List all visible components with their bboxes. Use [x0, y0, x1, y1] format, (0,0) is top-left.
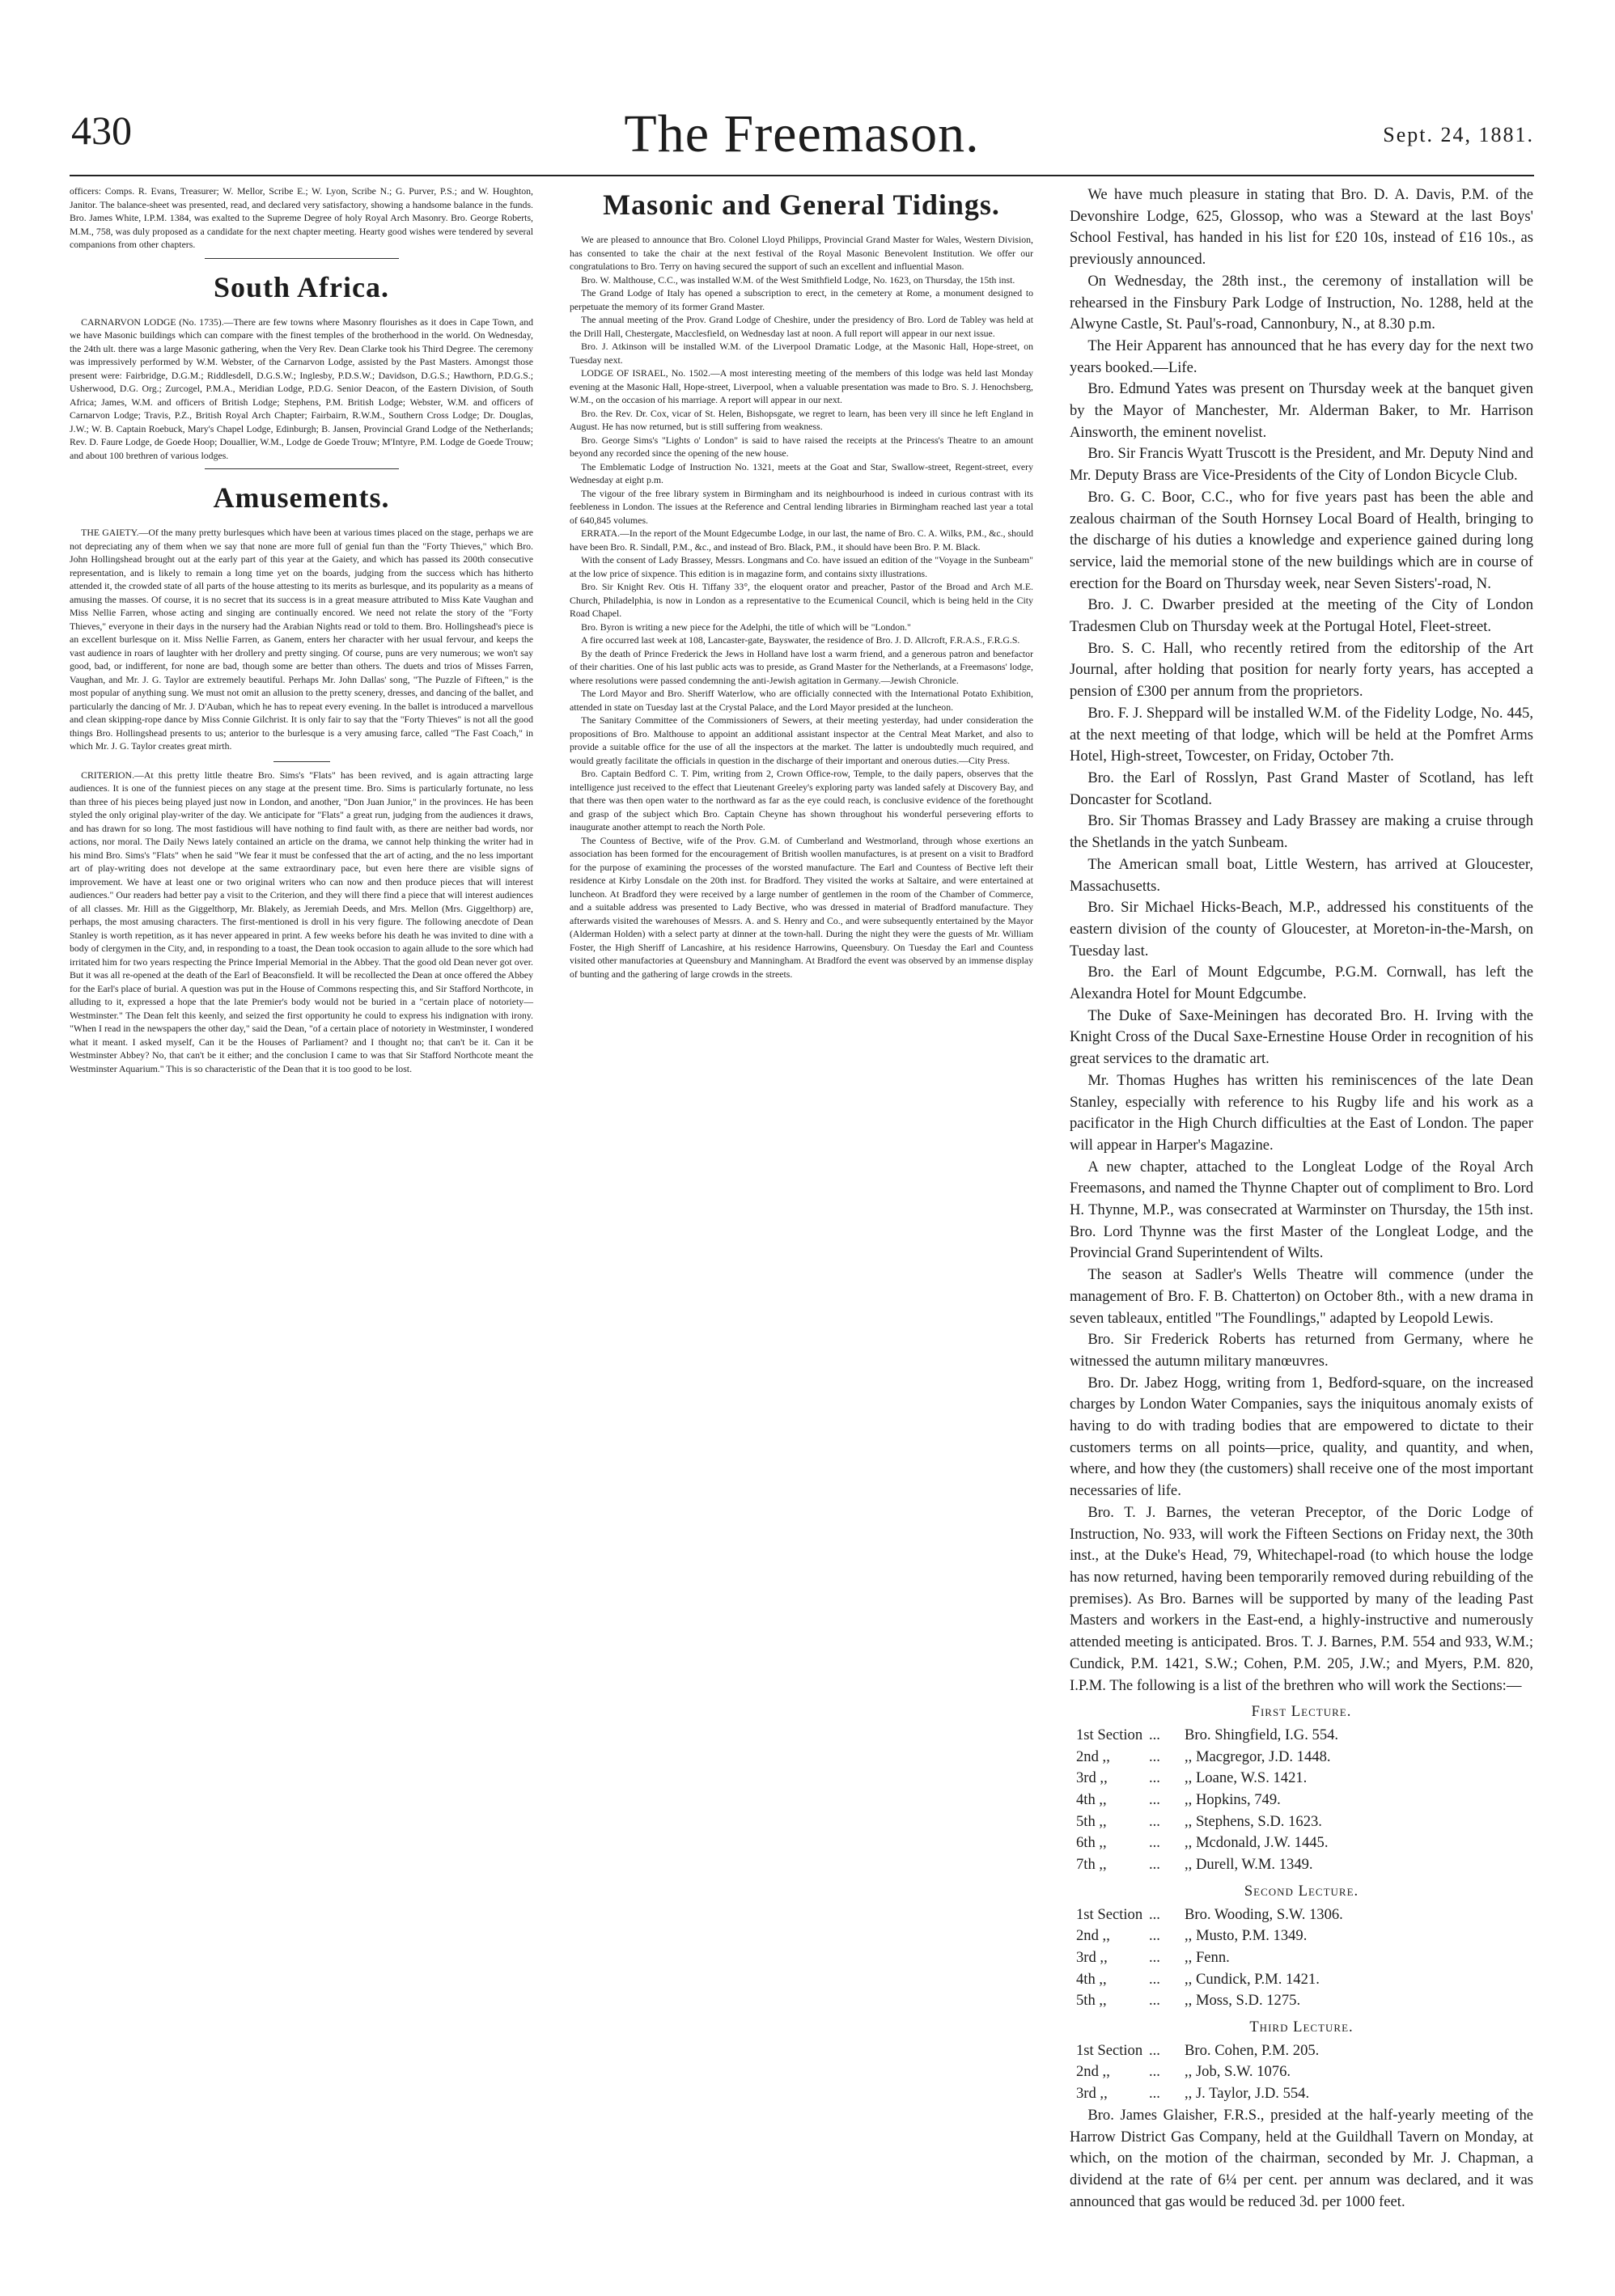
lecture-row [1070, 1768, 1533, 1790]
tidings-list-continued [1070, 184, 1533, 1697]
lecture-title: Third Lecture. [1249, 2019, 1354, 2036]
criterion-review: CRITERION.—At this pretty little theatre Bro. Sims's "Flats" has been revived, and is again attracting large audiences. It is one of the funniest pieces on any stage at the present time. Bro. Sims is particularly fortunate, no less than three of his pieces being played just now in London, and another, "Don Juan Junior," in the provinces. He has been styled the only original play-writer of the day. We anticipate for "Flats" a great run, judging from the audiences it draws, and has drawn for so long. The most fastidious will have nothing to find fault with, as there are neither bad words, nor actions, nor moral. The Daily News lately contained an article on the drama, we cannot help thinking the writer had in his mind Bro. Sims's "Flats" when he said "We fear it must be confessed that the art of acting, and the no less important art of play-writing does not develope at the same extraordinary pace, but even here there are visible signs of improvement. We have at least one or two original writers who can now and then produce pieces that will interest audiences." Our readers had better pay a visit to the Criterion, and they will there find a piece that will interest audiences of all classes. Mr. Hill as the Giggelthorp, Mr. Blakely, as Jeremiah Deeds, and Mrs. Mellon (Mrs. Giggelthorp) are, perhaps, the most amusing characters. The first-mentioned is droll in his very figure. The following anecdote of Dean Stanley is worth repetition, as it has never appeared in print. A few weeks before his death he was invited to dine with a body of clergymen in the City, and, in responding to a toast, the Dean took occasion to again allude to the sore which had irritated him for two years respecting the Prince Imperial Memorial in the Abbey. That the good old Dean never got over. But it was all re-opened at the death of the Earl of Beaconsfield. It will be recollected the Dean at once offered the Abbey for the Earl's place of burial. A question was put in the House of Commons respecting this, and Sir Stafford Northcote, in alluding to it, expressed a hope that the late Premier's body would not be buried in a "certain place of notoriety—Westminster." The Dean felt this keenly, and seized the first opportunity he could to express his indignation with irony. "When I read in the newspapers the other day," said the Dean, "of a certain place of notoriety in Westminster, I wondered what it meant. I asked myself, Can it be the Houses of Parliament? and I thought no; that can't be it. Can it be Westminster Abbey? No, that can't be it either; and the conclusion I came to was that Sir Stafford Northcote meant the Westminster Aquarium." This is so characteristic of the Dean that it is too good to be lost. [70, 769, 534, 1074]
section-number: 1st Section [1076, 1726, 1143, 1743]
lecture-title: First Lecture. [1251, 1703, 1352, 1721]
news-item: A fire occurred last week at 108, Lancaster-gate, Bayswater, the residence of Bro. J. D. Allcroft, F.R.A.S., F.R.G.S. [581, 634, 1020, 646]
lecture-row [1070, 2061, 1533, 2083]
news-item: The Sanitary Committee of the Commissioners of Sewers, at their meeting yesterday, had under consideration the propositions of Bro. Malthouse to appoint an additional assistant inspector at the Central Meat Market, and also to provide a suitable office for the use of all the inspectors at the market. The latter is undoubtedly much required, and would greatly facilitate the officials in question in the discharge of their important and onerous duties.—City Press. [570, 714, 1033, 766]
issue-date: Sept. 24, 1881. [1383, 123, 1534, 146]
news-item: Bro. J. C. Dwarber presided at the meeting of the City of London Tradesmen Club on Thursday week at the Portugal Hotel, Fleet-street. [1070, 596, 1533, 636]
page-number: 430 [71, 108, 132, 153]
brother-name: Bro. Cohen, P.M. 205. [1185, 2041, 1320, 2059]
brother-name: Bro. Shingfield, I.G. 554. [1185, 1726, 1339, 1743]
leader-dots: ... [1149, 1905, 1160, 1923]
masthead [70, 104, 1534, 176]
brother-name: ,, J. Taylor, J.D. 554. [1185, 2085, 1310, 2103]
lecture-sections [1070, 1701, 1533, 2105]
news-item: The vigour of the free library system in Birmingham and its neighbourhood is indeed in curious contrast with its feebleness in London. The issues at the Reference and Central lending libraries in Birmingham reached last year a total of 640,845 volumes. [570, 487, 1033, 526]
section-rule [205, 468, 399, 469]
news-item: The American small boat, Little Western, has arrived at Gloucester, Massachusetts. [1070, 855, 1533, 895]
news-item: The Countess of Bective, wife of the Prov. G.M. of Cumberland and Westmorland, through whose exertions an association has been formed for the encouragement of British woollen manufactures, is at present on a visit to Bradford for the purpose of examining the processes of the worsted manufacture. The Earl and Countess of Bective left their residence at Kirby Lonsdale on the 20th inst. for Bradford. They visited the works at Saltaire, and were entertained at luncheon. At Bradford they were received by a large number of gentlemen in the room of the Chamber of Commerce, and a suitable address was presented to Lady Bective, who was dressed in material of Bradford manufacture. They afterwards visited the warehouses of Messrs. A. and S. Henry and Co., and were subsequently entertained by the Mayor (Alderman Holden) with a select party at dinner at the town-hall. During the night they were the guests of Mr. William Foster, the High Sheriff of Lancashire, at his residence Harrowins, Queensbury. On Tuesday the Earl and Countess visited other manufactories at Queensbury and Manningham. At Bradford the event was observed by an immense display of bunting and the gathering of large crowds in the streets. [570, 834, 1033, 980]
section-number: 4th ,, [1076, 1791, 1107, 1809]
news-item: The Grand Lodge of Italy has opened a subscription to erect, in the cemetery at Rome, a monument designed to perpetuate the memory of its former Grand Master. [570, 287, 1033, 312]
news-item: By the death of Prince Frederick the Jews in Holland have lost a warm friend, and a generous patron and benefactor of their charities. One of his last public acts was to preside, as Grand Master for the Netherlands, at a Freemasons' lodge, where resolutions were passed condemning the anti-Jewish agitation in Germany.—Jewish Chronicle. [570, 647, 1033, 686]
news-item: Mr. Thomas Hughes has written his reminiscences of the late Dean Stanley, especially with reference to his Rugby life and his work as a pacificator in the High Church difficulties at the East of London. The paper will appear in Harper's Magazine. [1070, 1071, 1533, 1154]
lecture-row [1070, 1790, 1533, 1811]
section-number: 2nd ,, [1076, 2063, 1110, 2081]
news-item: A new chapter, attached to the Longleat Lodge of the Royal Arch Freemasons, and named the Thynne Chapter out of compliment to Bro. Lord H. Thynne, M.P., was consecrated at Warminster on Thursday, the 15th inst. Bro. Lord Thynne was the first Master of the Longleat Lodge, and the Provincial Grand Superintendent of Wilts. [1070, 1158, 1533, 1262]
news-item: Bro. Sir Michael Hicks-Beach, M.P., addressed his constituents of the eastern division of the county of Gloucester, at Moreton-in-the-Marsh, on Tuesday last. [1070, 899, 1533, 959]
news-item: Bro. J. Atkinson will be installed W.M. of the Liverpool Dramatic Lodge, at the Masonic Hall, Hope-street, on Tuesday next. [570, 341, 1033, 366]
lecture-row [1070, 1811, 1533, 1833]
heading-masonic-general-tidings: Masonic and General Tidings. [603, 189, 1000, 221]
news-item: ERRATA.—In the report of the Mount Edgecumbe Lodge, in our last, the name of Bro. C. A. Wilks, P.M., &c., should have been Bro. R. Sindall, P.M., &c., and instead of Bro. Black, P.M., it should have been Bro. P. M. Black. [570, 527, 1033, 553]
news-item: We have much pleasure in stating that Bro. D. A. Davis, P.M. of the Devonshire Lodge, 625, Glossop, who was a Steward at the last Boys' School Festival, has handed in his list for £20 10s, instead of £16 10s., as previously announced. [1070, 186, 1533, 269]
brother-name: ,, Cundick, P.M. 1421. [1185, 1970, 1320, 1988]
section-number: 7th ,, [1076, 1856, 1107, 1874]
section-number: 1st Section [1076, 1905, 1143, 1923]
brother-name: ,, Stephens, S.D. 1623. [1185, 1812, 1322, 1830]
leader-dots: ... [1149, 1927, 1160, 1945]
newspaper-title: The Freemason. [624, 104, 980, 163]
lecture-title: Second Lecture. [1244, 1882, 1359, 1900]
leader-dots: ... [1149, 1769, 1160, 1787]
leader-dots: ... [1149, 1992, 1160, 2010]
lecture-row [1070, 1904, 1533, 1926]
lecture-row [1070, 2083, 1533, 2105]
tidings-list [570, 233, 1033, 981]
column-2 [570, 184, 1033, 2213]
heading-amusements: Amusements. [213, 481, 390, 514]
lecture-row [1070, 1969, 1533, 1991]
leader-dots: ... [1149, 1948, 1160, 1966]
news-item: Bro. Dr. Jabez Hogg, writing from 1, Bedford-square, on the increased charges by London Water Companies, says the iniquitous anomaly exists of having to do with trading bodies that are empowered to dictate to their customers terms on all points—price, quality, and quantity, and when, where, and how they (the customers) shall receive one of the most important necessaries of life. [1070, 1374, 1533, 1500]
column-1 [70, 184, 533, 2213]
section-number: 5th ,, [1076, 1992, 1107, 2010]
news-item: Bro. George Sims's "Lights o' London" is said to have raised the receipts at the Princess's Theatre to an amount beyond any recorded since the opening of the new house. [570, 434, 1033, 459]
news-item: Bro. W. Malthouse, C.C., was installed W.M. of the West Smithfield Lodge, No. 1623, on Thursday, the 15th inst. [581, 273, 1015, 286]
section-number: 3rd ,, [1076, 1769, 1108, 1787]
brother-name: ,, Fenn. [1185, 1948, 1230, 1966]
news-item: Bro. G. C. Boor, C.C., who for five years past has been the able and zealous chairman of the South Hornsey Local Board of Health, bringing to the discharge of his duties a knowledge and experience gained during long service, laid the memorial stone of the new buildings which are in course of erection for the Board on Thursday week, near Seven Sisters'-road, N. [1070, 488, 1533, 592]
columns [70, 184, 1534, 2213]
leader-dots: ... [1149, 1812, 1160, 1830]
column-3 [1070, 184, 1533, 2213]
lecture-row [1070, 2040, 1533, 2062]
carnarvon-lodge-report: CARNARVON LODGE (No. 1735).—There are few towns where Masonry flourishes as it does in Cape Town, and we have Masonic buildings which can compare with the finest temples of the brotherhood in the world. On Wednesday, the 24th ult. there was a large Masonic gathering, when the Very Rev. Dean Clarke took his Third Degree. The ceremony was impressively performed by W.M. Webster, of the Carnarvon Lodge, assisted by the Past Masters. Amongst those present were: Fairbridge, D.G.M.; Riddlesdell, D.G.S.W.; Inglesby, P.D.S.W.; Davidson, D.G.S.; Hawthorn, P.D.G.S.; Usherwood, D.G. Org.; Zurcogel, P.M.A., Meridian Lodge, P.D.G. Senior Deacon, of the Eastern Division, of South Africa; James, W.M. and officers of British Lodge; Stephens, P.M. British Lodge; Webster, W.M. and officers of Carnarvon Lodge; Travis, P.Z., British Royal Arch Chapter; Fairbairn, R.W.M., Southern Cross Lodge; Dr. Douglas, J.W.; W. B. Captain Roebuck, Mary's Chapel Lodge, Edinburgh; B. Jansen, Provincial Grand Lodge of the Netherlands; Rev. D. Faure Lodge, de Goede Hoop; Douallier, W.M., Lodge de Goede Trouw; M'Intyre, P.M. Lodge de Goede Trouw; and about 100 brethren of various lodges. [70, 316, 533, 461]
leader-dots: ... [1149, 1747, 1160, 1765]
news-item: Bro. Edmund Yates was present on Thursday week at the banquet given by the Mayor of Manchester, Mr. Alderman Baker, to Mr. Harrison Ainsworth, the eminent novelist. [1070, 380, 1533, 441]
news-item: Bro. the Earl of Mount Edgcumbe, P.G.M. Cornwall, has left the Alexandra Hotel for Mount Edgcumbe. [1070, 964, 1533, 1003]
section-number: 4th ,, [1076, 1970, 1107, 1988]
news-item: Bro. Captain Bedford C. T. Pim, writing from 2, Crown Office-row, Temple, to the daily papers, observes that the intelligence just received to the effect that Lieutenant Greeley's exploring party was landed safely at Discovery Bay, and that there was then open water to the northward as far as the eye could reach, is conclusive evidence of the forethought and grasp of the subject which Bro. Captain Cheyne has shown throughout his wonderful persevering efforts to inaugurate another attempt to reach the North Pole. [570, 768, 1033, 832]
news-item: The Emblematic Lodge of Instruction No. 1321, meets at the Goat and Star, Swallow-street, Regent-street, every Wednesday at eight p.m. [570, 460, 1033, 485]
news-item: The season at Sadler's Wells Theatre will commence (under the management of Bro. F. B. Chatterton) on October 8th., with a new drama in seven tableaux, entitled "The Foundlings," adapted by Leopold Lewis. [1070, 1266, 1533, 1327]
brother-name: ,, Moss, S.D. 1275. [1185, 1992, 1301, 2010]
lecture-row [1070, 1947, 1533, 1969]
news-item: Bro. Byron is writing a new piece for the Adelphi, the title of which will be "London." [581, 621, 911, 633]
leader-dots: ... [1149, 2085, 1160, 2103]
news-item: The Heir Apparent has announced that he has every day for the next two years booked.—Life. [1070, 337, 1533, 376]
news-item: We are pleased to announce that Bro. Colonel Lloyd Philipps, Provincial Grand Master for Wales, Western Division, has consented to take the chair at the next festival of the Royal Masonic Benevolent Institution. We offer our congratulations to Bro. Terry on having secured the support of such an excellent and influential Mason. [570, 234, 1033, 272]
news-item: Bro. Sir Knight Rev. Otis H. Tiffany 33°, the eloquent orator and preacher, Pastor of the Broad and Arch M.E. Church, Philadelphia, is now in London as a representative to the Ecumenical Council, which is being held in the City Road Chapel. [570, 581, 1033, 619]
section-number: 1st Section [1076, 2041, 1143, 2059]
news-item: On Wednesday, the 28th inst., the ceremony of installation will be rehearsed in the Finsbury Park Lodge of Instruction, No. 1288, held at the Alwyne Castle, St. Paul's-road, Cannonbury, N., at 8.30 p.m. [1070, 272, 1533, 333]
brother-name: ,, Loane, W.S. 1421. [1185, 1769, 1308, 1787]
brother-name: ,, Job, S.W. 1076. [1185, 2063, 1291, 2081]
leader-dots: ... [1149, 2041, 1160, 2059]
section-number: 3rd ,, [1076, 1948, 1108, 1966]
section-number: 2nd ,, [1076, 1927, 1110, 1945]
lecture-row [1070, 1725, 1533, 1747]
lecture-row [1070, 1832, 1533, 1854]
news-item: Bro. Sir Francis Wyatt Truscott is the President, and Mr. Deputy Nind and Mr. Deputy Brass are Vice-Presidents of the City of London Bicycle Club. [1070, 445, 1533, 485]
short-rule [273, 761, 330, 762]
section-number: 3rd ,, [1076, 2085, 1108, 2103]
brother-name: ,, Macgregor, J.D. 1448. [1185, 1747, 1331, 1765]
news-item: The annual meeting of the Prov. Grand Lodge of Cheshire, under the presidency of Bro. Lord de Tabley was held at the Drill Hall, Chestergate, Macclesfield, on Wednesday last at noon. A full report will appear in our next issue. [570, 314, 1033, 339]
chapter-report-end: officers: Comps. R. Evans, Treasurer; W. Mellor, Scribe E.; W. Lyon, Scribe N.; G. Purver, P.S.; and W. Houghton, Janitor. The balance-sheet was presented, read, and declared very satisfactory, showing a handsome balance in the funds. Bro. James White, I.P.M. 1384, was exalted to the Supreme Degree of holy Royal Arch Masonry. Bro. George Roberts, M.M., 758, was duly proposed as a candidate for the next chapter meeting. Hearty good wishes were tendered by several companions from other chapters. [70, 185, 533, 250]
brother-name: Bro. Wooding, S.W. 1306. [1185, 1905, 1343, 1923]
lecture-row [1070, 1990, 1533, 2012]
section-number: 2nd ,, [1076, 1747, 1110, 1765]
section-number: 6th ,, [1076, 1834, 1107, 1852]
leader-dots: ... [1149, 1726, 1160, 1743]
brother-name: ,, Musto, P.M. 1349. [1185, 1927, 1308, 1945]
glaisher-note: Bro. James Glaisher, F.R.S., presided at the half-yearly meeting of the Harrow District Gas Company, held at the Guildhall Tavern on Monday, at which, on the motion of the chairman, seconded by Mr. J. Chapman, a dividend at the rate of 6¼ per cent. per annum was declared, and it was announced that gas would be reduced 3d. per 1000 feet. [1070, 2106, 1533, 2210]
news-item: Bro. S. C. Hall, who recently retired from the editorship of the Art Journal, after holding that position for nearly forty years, has accepted a pension of £300 per annum from the proprietors. [1070, 639, 1533, 701]
news-item: LODGE OF ISRAEL, No. 1502.—A most interesting meeting of the members of this lodge was held last Monday evening at the Masonic Hall, Hope-street, Liverpool, when a valuable presentation was made to Bro. S. J. Henochsberg, W.M., on the occasion of his marriage. A report will appear in our next. [570, 367, 1033, 405]
lecture-row [1070, 1854, 1533, 1876]
gaiety-review: THE GAIETY.—Of the many pretty burlesques which have been at various times placed on the stage, perhaps we are not depreciating any of them when we say that none are more full of genial fun than the "Forty Thieves," which Bro. John Hollingshead brought out at the early part of this year at the Gaiety, and which has passed its 200th consecutive representation, and is likely to remain a long time yet on the boards, judging from the success which has hitherto attended it, the crowded state of all parts of the house attesting to its merits as burlesque, and its popularity as a means of amusing the masses. Of course, it is no secret that its success is in a great measure attributed to Miss Kate Vaughan and Miss Nellie Farren, whose acting and singing are continually encored. We need not relate the story of the "Forty Thieves," everyone in their days in the nursery had the Arabian Nights read or told to them. Bro. Hollingshead's piece is an excellent burlesque on it. Miss Nellie Farren, as Ganem, enters her character with her usual fervour, and keeps the vast audience in roars of laughter with her drollery and pretty singing. Of course, puns are very numerous; we won't say good, bad, or indifferent, for none are bad, though some are better than others. The duets and trios of Misses Farren, Vaughan, and Mr. J. G. Taylor are extremely beautiful. Perhaps Mr. John Dallas' song, "The Puzzle of Fifteen," is the most popular of anything sung. We must not omit an allusion to the pretty scenery, dresses, and dancing of the ballet, and particularly the dancing of Mr. J. D'Auban, which he has to repeat every evening. In the ballet is introduced a marvellous and clean skipping-rope dance by Miss Connie Gilchrist. It is only fair to say that the "Forty Thieves" is not all the good things Bro. Hollingshead presents to us; anterior to the burlesque is a very amusing farce, called "The Fast Coach," in which Mr. J. G. Taylor creates great mirth. [70, 527, 533, 752]
heading-south-africa: South Africa. [213, 270, 389, 303]
news-item: The Duke of Saxe-Meiningen has decorated Bro. H. Irving with the Knight Cross of the Ducal Saxe-Ernestine House Order in recognition of his great services to the dramatic art. [1070, 1006, 1533, 1068]
news-item: Bro. the Earl of Rosslyn, Past Grand Master of Scotland, has left Doncaster for Scotland. [1070, 769, 1533, 808]
brother-name: ,, Mcdonald, J.W. 1445. [1185, 1834, 1329, 1852]
news-item: Bro. T. J. Barnes, the veteran Preceptor, of the Doric Lodge of Instruction, No. 933, will work the Fifteen Sections on Friday next, the 30th inst., at the Duke's Head, 79, Whitechapel-road (to which house the lodge has now returned, having been temporarily removed during rebuilding of the premises). As Bro. Barnes will be supported by many of the leading Past Masters and workers in the East-end, a highly-instructive and numerously attended meeting is anticipated. Bros. T. J. Barnes, P.M. 554 and 933, W.M.; Cundick, P.M. 1421, S.W.; Cohen, P.M. 205, J.W.; and Myers, P.M. 820, I.P.M. The following is a list of the brethren who will work the Sections:— [1070, 1503, 1533, 1694]
lecture-row [1070, 1747, 1533, 1769]
news-item: The Lord Mayor and Bro. Sheriff Waterlow, who are officially connected with the International Potato Exhibition, attended in state on Tuesday last at the Crystal Palace, and the Lord Mayor presided at the luncheon. [570, 688, 1033, 713]
news-item: Bro. Sir Thomas Brassey and Lady Brassey are making a cruise through the Shetlands in the yatch Sunbeam. [1070, 812, 1533, 852]
news-item: Bro. the Rev. Dr. Cox, vicar of St. Helen, Bishopsgate, we regret to learn, has been very ill since he left England in August. He has now returned, but is still suffering from weakness. [570, 407, 1033, 432]
leader-dots: ... [1149, 2063, 1160, 2081]
section-rule [205, 258, 399, 259]
leader-dots: ... [1149, 1834, 1160, 1852]
lecture-row [1070, 1925, 1533, 1947]
news-item: Bro. Sir Frederick Roberts has returned from Germany, where he witnessed the autumn military manœuvres. [1070, 1331, 1533, 1370]
brother-name: ,, Durell, W.M. 1349. [1185, 1856, 1313, 1874]
section-number: 5th ,, [1076, 1812, 1107, 1830]
leader-dots: ... [1149, 1856, 1160, 1874]
newspaper-page [70, 104, 1534, 2272]
news-item: Bro. F. J. Sheppard will be installed W.M. of the Fidelity Lodge, No. 445, at the next meeting of that lodge, which will be held at the Pomfret Arms Hotel, High-street, Towcester, on Friday, October 7th. [1070, 704, 1533, 765]
brother-name: ,, Hopkins, 749. [1185, 1791, 1281, 1809]
leader-dots: ... [1149, 1791, 1160, 1809]
leader-dots: ... [1149, 1970, 1160, 1988]
news-item: With the consent of Lady Brassey, Messrs. Longmans and Co. have issued an edition of the "Voyage in the Sunbeam" at the low price of sixpence. This edition is in magazine form, and contains sixty illustrations. [570, 554, 1033, 579]
